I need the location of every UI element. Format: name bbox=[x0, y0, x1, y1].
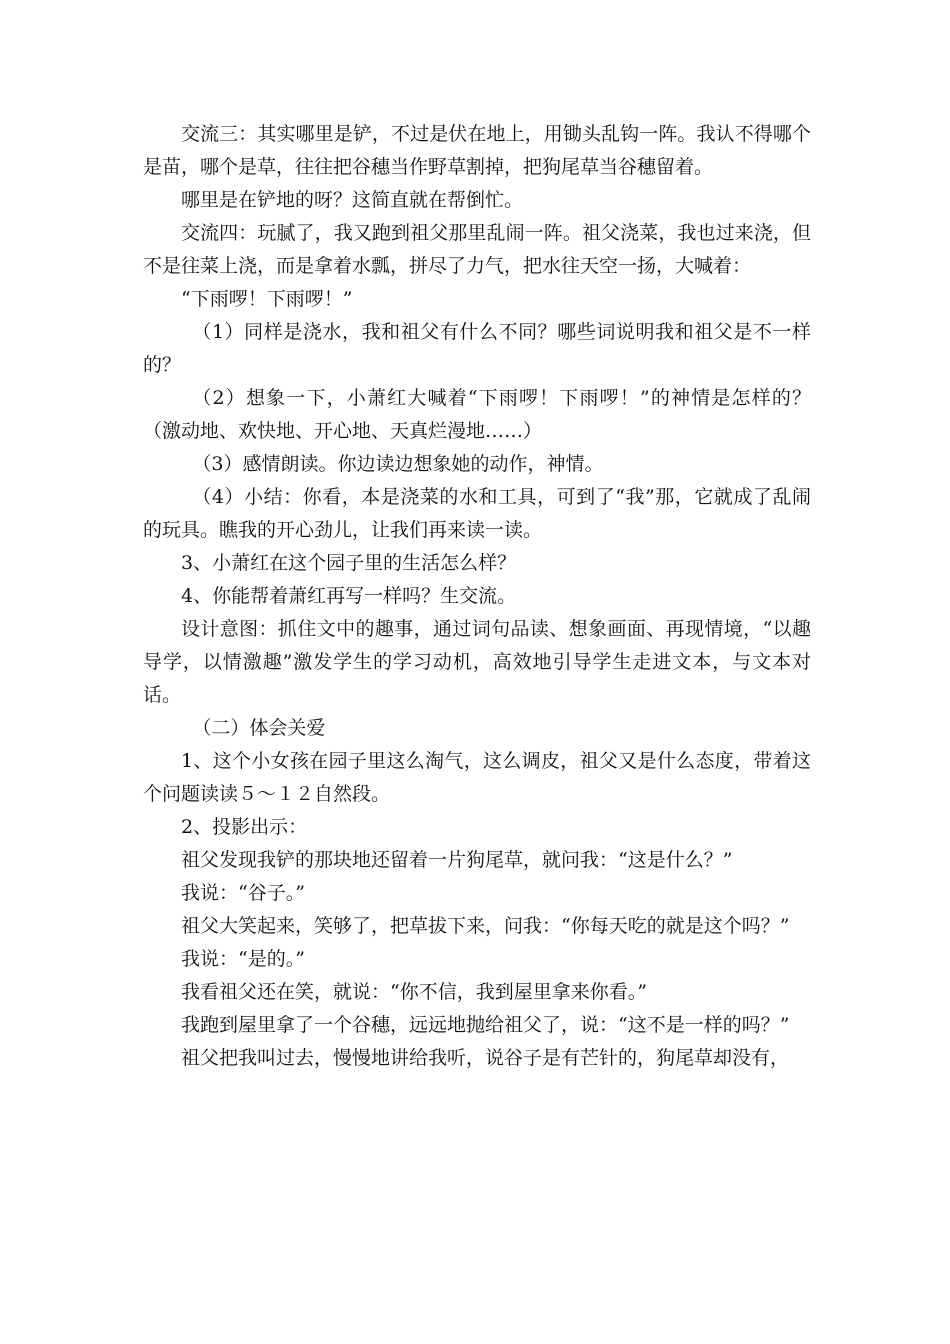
paragraph-dialogue-2: 我说：“谷子。” bbox=[181, 882, 305, 904]
paragraph-item-3: 3、小萧红在这个园子里的生活怎么样？ bbox=[181, 552, 517, 574]
paragraph-question-1: （1）同样是浇水，我和祖父有什么不同？哪些词说明我和祖父是不一样的？ bbox=[143, 321, 811, 376]
paragraph-dialogue-6: 我跑到屋里拿了一个谷穗，远远地抛给祖父了，说：“这不是一样的吗？” bbox=[181, 1014, 790, 1036]
paragraph-exchange-four: 交流四：玩腻了，我又跑到祖父那里乱闹一阵。祖父浇菜，我也过来浇，但不是往菜上浇，而是拿着水瓢，拼尽了力气，把水往天空一扬，大喊着： bbox=[143, 222, 811, 277]
paragraph-quote-rain: “下雨啰！下雨啰！” bbox=[181, 288, 353, 310]
paragraph-design-intent: 设计意图：抓住文中的趣事，通过词句品读、想象画面、再现情境，“以趣导学，以情激趣”激发学生的学习动机，高效地引导学生走进文本，与文本对话。 bbox=[143, 618, 811, 706]
paragraph-exchange-three: 交流三：其实哪里是铲，不过是伏在地上，用锄头乱钩一阵。我认不得哪个是苗，哪个是草，往往把谷穗当作野草割掉，把狗尾草当谷穗留着。 bbox=[143, 123, 811, 178]
paragraph-dialogue-5: 我看祖父还在笑，就说：“你不信，我到屋里拿来你看。” bbox=[181, 981, 647, 1003]
document-body bbox=[143, 118, 811, 1075]
paragraph-dialogue-1: 祖父发现我铲的那块地还留着一片狗尾草，就问我：“这是什么？” bbox=[181, 849, 733, 871]
paragraph-summary: （4）小结：你看，本是浇菜的水和工具，可到了“我”那，它就成了乱闹的玩具。瞧我的开心劲儿，让我们再来读一读。 bbox=[143, 486, 811, 541]
paragraph-item-4: 4、你能帮着萧红再写一样吗？生交流。 bbox=[181, 585, 517, 607]
paragraph-step-1: 1、这个小女孩在园子里这么淘气，这么调皮，祖父又是什么态度，带着这个问题读读５～１２自然段。 bbox=[143, 750, 811, 805]
paragraph-question-3: （3）感情朗读。你边读边想象她的动作，神情。 bbox=[192, 453, 604, 475]
paragraph-step-2: 2、投影出示： bbox=[181, 816, 308, 838]
section-heading-care: （二）体会关爱 bbox=[192, 717, 326, 739]
paragraph-comment: 哪里是在铲地的呀？这简直就在帮倒忙。 bbox=[181, 189, 524, 211]
paragraph-dialogue-4: 我说：“是的。” bbox=[181, 948, 305, 970]
paragraph-question-2: （2）想象一下，小萧红大喊着“下雨啰！下雨啰！”的神情是怎样的？（激动地、欢快地、开心地、天真烂漫地……） bbox=[143, 387, 811, 442]
paragraph-dialogue-3: 祖父大笑起来，笑够了，把草拔下来，问我：“你每天吃的就是这个吗？” bbox=[181, 915, 790, 937]
paragraph-dialogue-7: 祖父把我叫过去，慢慢地讲给我听，说谷子是有芒针的，狗尾草却没有， bbox=[181, 1047, 790, 1069]
